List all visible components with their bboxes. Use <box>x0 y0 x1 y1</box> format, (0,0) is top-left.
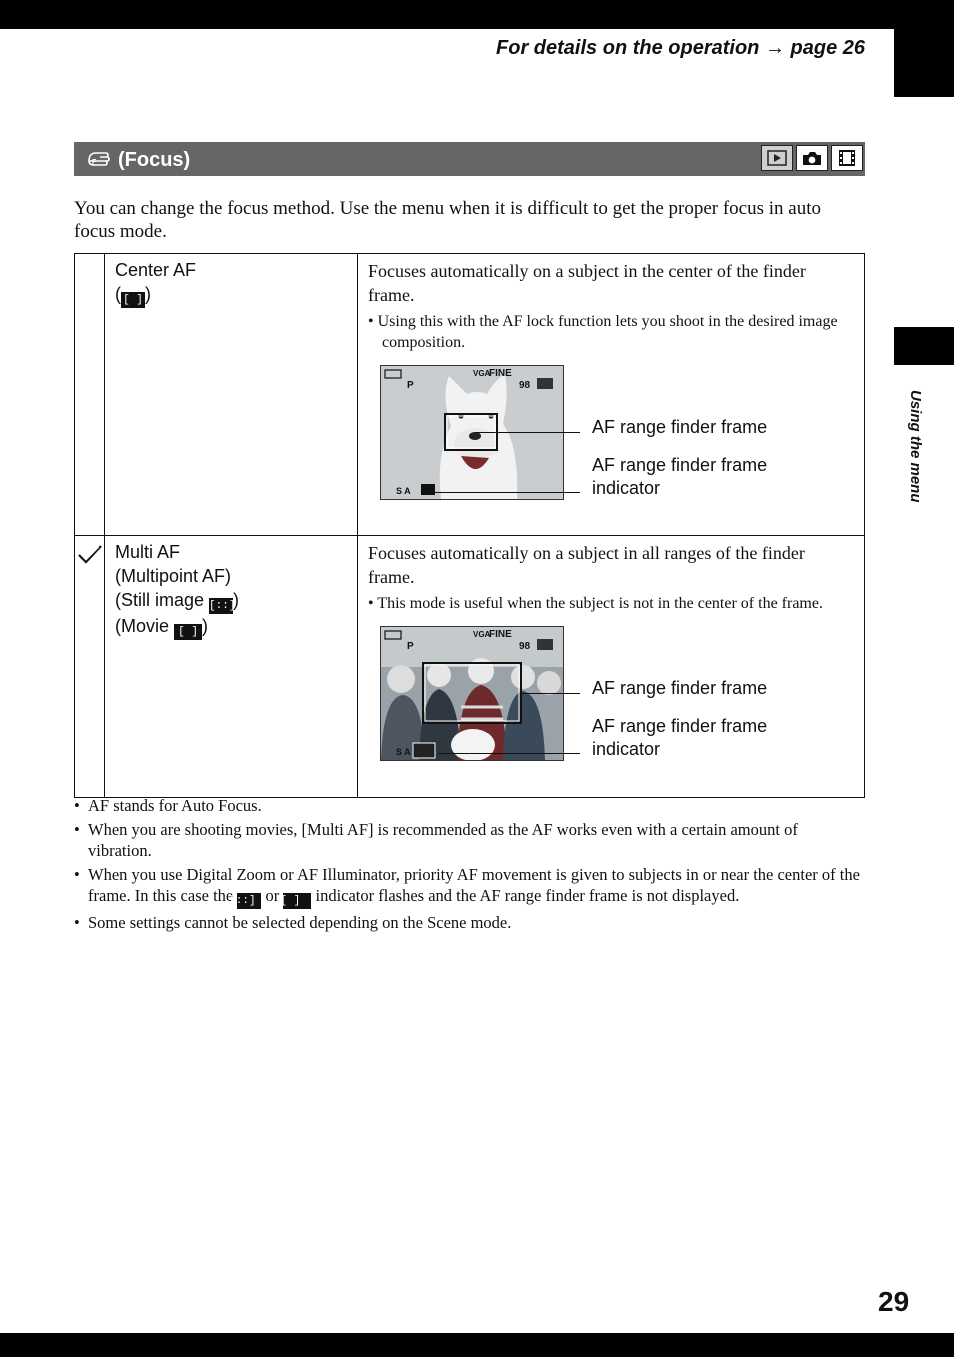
side-tab-marker <box>894 327 954 365</box>
note-item: • AF stands for Auto Focus. <box>74 795 864 816</box>
section-title-text: (Focus) <box>118 148 191 171</box>
option-icon-line <box>115 282 357 308</box>
multi-af-movie-icon: [ ] <box>174 624 202 640</box>
af-indicator-label <box>592 454 767 500</box>
multi-af-figure <box>358 626 864 796</box>
multi-af-still-icon: [::] <box>237 893 261 909</box>
option-note-text: Using this with the AF lock function lets you shoot in the desired image composition. <box>377 313 838 351</box>
intro-text: You can change the focus method. Use the menu when it is difficult to get the proper focus in auto focus mode. <box>74 198 821 242</box>
note-item <box>74 864 864 909</box>
section-header <box>74 142 865 176</box>
still-image-text: (Still image <box>115 590 205 610</box>
side-section-label: Using the menu <box>907 390 924 503</box>
osd-status: S A <box>396 747 411 757</box>
notes-list <box>74 795 864 936</box>
note-text: indicator flashes and the AF range finder frame is not displayed. <box>315 886 740 905</box>
option-name-cell[interactable] <box>105 254 358 536</box>
selection-cell <box>75 536 105 798</box>
page-number: 29 <box>878 1286 910 1317</box>
top-bar <box>0 0 954 29</box>
osd-quality: FINE <box>489 629 512 640</box>
osd-size: VGA <box>473 369 491 378</box>
af-indicator-label-line2: indicator <box>592 739 661 759</box>
center-af-icon: [ ] <box>121 292 145 308</box>
osd-status: S A <box>396 486 411 496</box>
af-indicator-label <box>592 715 767 761</box>
header-link[interactable] <box>496 37 865 60</box>
center-af-icon: [ ] <box>283 893 311 909</box>
center-af-figure <box>358 365 864 535</box>
osd-count: 98 <box>519 380 531 391</box>
note-item: • When you are shooting movies, [Multi AF] is recommended as the AF works even with a certain amount of vibration. <box>74 819 864 861</box>
multi-af-still-icon: [::] <box>209 600 236 612</box>
af-frame-label: AF range finder frame <box>592 417 768 437</box>
af-indicator-label-line1: AF range finder frame <box>592 455 768 475</box>
option-note: • This mode is useful when the subject is not in the center of the frame. <box>368 595 823 612</box>
paren-close: ) <box>145 284 151 304</box>
option-description: Focuses automatically on a subject in all ranges of the finder frame. <box>368 543 805 587</box>
svg-text:F: F <box>92 159 97 166</box>
option-name: Center AF <box>115 260 197 280</box>
option-name-cell[interactable] <box>105 536 358 798</box>
option-desc-cell <box>358 254 865 536</box>
movie-icon <box>831 145 863 171</box>
paren-open: ( <box>115 284 121 304</box>
osd-count: 98 <box>519 641 531 652</box>
focus-hand-icon <box>86 147 112 173</box>
paren-close: ) <box>233 590 240 610</box>
osd-quality: FINE <box>489 368 512 379</box>
selection-cell <box>75 254 105 536</box>
header-page-ref: page 26 <box>790 37 865 59</box>
arrow-icon: → <box>764 37 785 59</box>
option-description: Focuses automatically on a subject in the center of the finder frame. <box>368 261 806 305</box>
option-note: • Using this with the AF lock function lets you shoot in the desired image composition. <box>368 313 838 351</box>
paren-close: ) <box>202 616 209 636</box>
mode-icons <box>761 145 863 171</box>
section-title <box>86 147 190 173</box>
osd-mode: P <box>407 641 414 652</box>
option-desc-cell <box>358 536 865 798</box>
note-text: or <box>265 886 280 905</box>
af-indicator-label-line2: indicator <box>592 478 661 498</box>
camera-icon <box>796 145 828 171</box>
osd-mode: P <box>407 380 414 391</box>
osd-size: VGA <box>473 630 491 639</box>
note-text: When you use Digital Zoom or AF Illuminator, priority AF movement is given to subjects in or near the center of the frame. In this case the <box>88 865 860 905</box>
option-note-text: This mode is useful when the subject is not in the center of the frame. <box>377 595 823 612</box>
movie-text: (Movie <box>115 616 170 636</box>
side-tab-top <box>894 29 954 97</box>
leader-line <box>438 753 580 754</box>
header-link-text: For details on the operation <box>496 37 760 59</box>
option-subname: (Multipoint AF) <box>115 566 232 586</box>
checkmark-icon <box>77 544 103 566</box>
table-row <box>75 536 865 798</box>
option-name: Multi AF <box>115 542 181 562</box>
option-movie-line <box>115 614 357 640</box>
leader-line <box>434 492 580 493</box>
playback-icon <box>761 145 793 171</box>
af-frame-label: AF range finder frame <box>592 678 768 698</box>
leader-line <box>522 693 580 694</box>
table-row <box>75 254 865 536</box>
bottom-bar <box>0 1333 954 1357</box>
af-indicator-label-line1: AF range finder frame <box>592 716 768 736</box>
leader-line <box>475 432 580 433</box>
option-still-line <box>115 588 357 614</box>
focus-options-table <box>74 253 865 798</box>
note-item: • Some settings cannot be selected depending on the Scene mode. <box>74 912 864 933</box>
